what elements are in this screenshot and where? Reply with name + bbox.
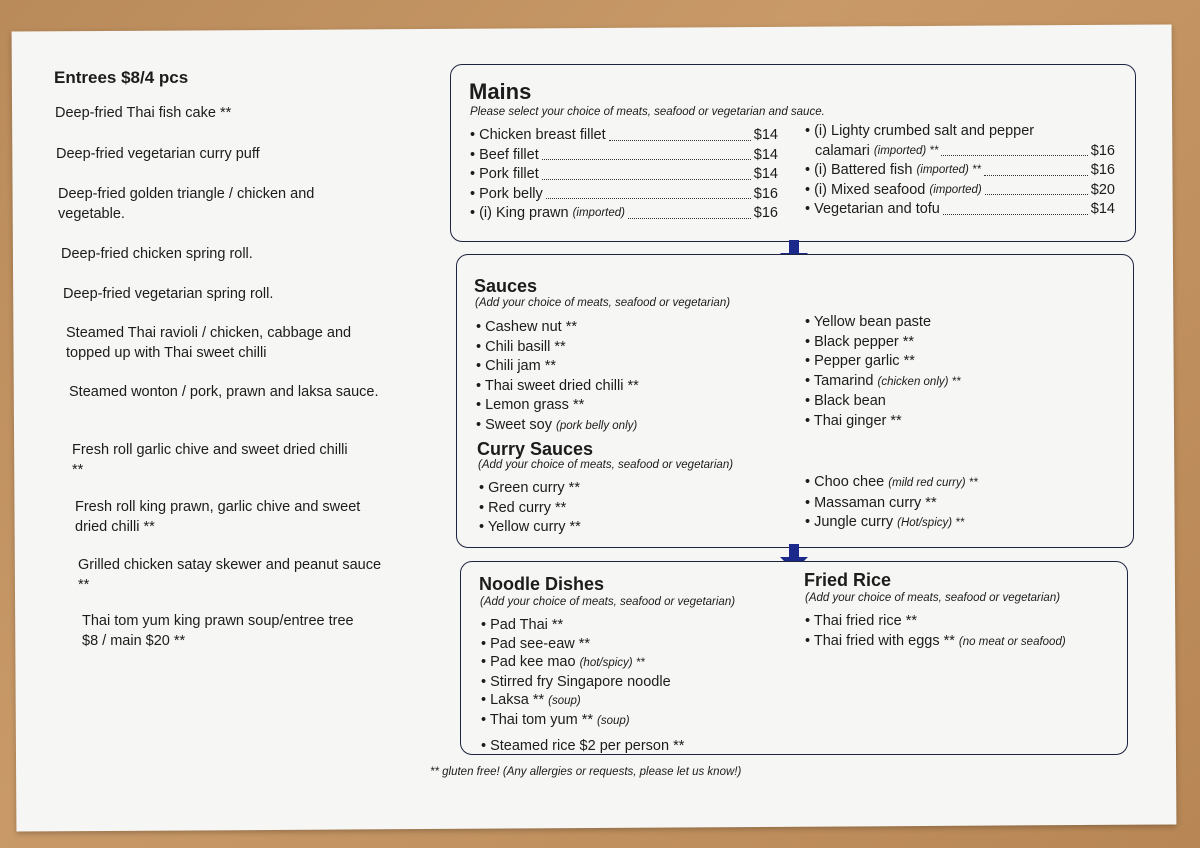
- fried-rice-list: [805, 612, 1066, 652]
- steamed-rice-item: • Steamed rice $2 per person **: [481, 737, 685, 754]
- fried-rice-item: • Thai fried rice **: [805, 613, 917, 629]
- sauce-item: • Tamarind (chicken only) **: [805, 372, 961, 389]
- sauces-right-list: [805, 313, 961, 432]
- mains-box: [450, 64, 1136, 242]
- curry-right-list: [805, 473, 978, 534]
- noodle-item: • Laksa ** (soup): [481, 692, 581, 709]
- entree-item: Steamed Thai ravioli / chicken, cabbage and topped up with Thai sweet chilli: [66, 325, 352, 361]
- noodle-item: • Pad kee mao (hot/spicy) **: [481, 654, 645, 671]
- menu-item: • (i) King prawn (imported) $16: [470, 205, 778, 222]
- sauce-item: • Pepper garlic **: [805, 353, 915, 370]
- entree-item: Grilled chicken satay skewer and peanut sauce **: [78, 557, 382, 593]
- entree-item: Deep-fried golden triangle / chicken and vegetable.: [58, 186, 315, 222]
- noodle-item: • Stirred fry Singapore noodle: [481, 673, 671, 690]
- sauce-item: • Black bean: [805, 393, 886, 410]
- menu-item: • (i) Mixed seafood (imported) $20: [805, 181, 1115, 198]
- fried-rice-item: • Thai fried with eggs ** (no meat or seafood): [805, 632, 1066, 649]
- noodles-list: [481, 616, 684, 755]
- menu-item: • (i) Battered fish (imported) ** $16: [805, 162, 1115, 179]
- menu-item: • Chicken breast fillet $14: [470, 127, 778, 143]
- curry-item: • Yellow curry **: [479, 519, 581, 536]
- noodle-item: • Thai tom yum ** (soup): [481, 711, 630, 728]
- entrees-title: Entrees $8/4 pcs: [54, 68, 189, 87]
- sauce-item: • Thai sweet dried chilli **: [476, 377, 639, 394]
- entree-item: Deep-fried vegetarian spring roll.: [63, 286, 274, 302]
- sauce-item: • Cashew nut **: [476, 319, 577, 335]
- mains-subtitle: Please select your choice of meats, seafood or vegetarian and sauce.: [470, 106, 825, 118]
- curry-item: • Choo chee (mild red curry) **: [805, 474, 978, 490]
- mains-left-list: [470, 126, 778, 224]
- fried-rice-title: Fried Rice: [804, 570, 892, 590]
- curry-item: • Massaman curry **: [805, 494, 937, 511]
- sauce-item: • Sweet soy (pork belly only): [476, 416, 638, 433]
- entree-item: Deep-fried vegetarian curry puff: [56, 146, 260, 162]
- curry-item: • Jungle curry (Hot/spicy) **: [805, 514, 965, 531]
- curry-left-list: [479, 479, 581, 538]
- sauce-item: • Chili jam **: [476, 358, 557, 375]
- noodle-item: • Pad see-eaw **: [481, 635, 591, 652]
- sauces-subtitle: (Add your choice of meats, seafood or vegetarian): [475, 297, 731, 309]
- sauce-item: • Chili basill **: [476, 338, 566, 355]
- entree-item: Fresh roll garlic chive and sweet dried chilli **: [72, 442, 348, 478]
- noodle-item: • Pad Thai **: [481, 617, 564, 633]
- curry-title: Curry Sauces: [477, 439, 594, 459]
- menu-item: • (i) Lighty crumbed salt and pepper: [805, 123, 1035, 139]
- entree-item: Deep-fried chicken spring roll.: [61, 246, 253, 262]
- entree-item: Steamed wonton / pork, prawn and laksa sauce.: [69, 384, 379, 400]
- sauce-item: • Black pepper **: [805, 333, 915, 350]
- curry-subtitle: (Add your choice of meats, seafood or vegetarian): [478, 459, 734, 471]
- noodles-subtitle: (Add your choice of meats, seafood or vegetarian): [480, 596, 736, 608]
- fried-rice-subtitle: (Add your choice of meats, seafood or vegetarian): [805, 592, 1061, 604]
- curry-item: • Red curry **: [479, 499, 567, 516]
- menu-item: calamari (imported) ** $16: [815, 142, 1115, 159]
- gluten-free-note: ** gluten free! (Any allergies or requests, please let us know!): [430, 766, 742, 778]
- curry-item: • Green curry **: [479, 480, 580, 496]
- entree-item: Thai tom yum king prawn soup/entree tree $8 / main $20 **: [82, 613, 354, 649]
- noodle-rice-box: [460, 561, 1128, 755]
- sauces-box: [456, 254, 1134, 548]
- sauce-item: • Lemon grass **: [476, 397, 585, 414]
- sauces-title: Sauces: [474, 276, 538, 296]
- menu-item: • Beef fillet $14: [470, 146, 778, 163]
- sauce-item: • Yellow bean paste: [805, 314, 932, 330]
- mains-title: Mains: [469, 79, 532, 104]
- noodles-title: Noodle Dishes: [479, 574, 605, 594]
- sauces-left-list: [476, 318, 639, 437]
- entree-item: Deep-fried Thai fish cake **: [55, 105, 232, 121]
- sauce-item: • Thai ginger **: [805, 412, 902, 429]
- menu-item: • Vegetarian and tofu $14: [805, 201, 1115, 218]
- menu-item: • Pork fillet $14: [470, 166, 778, 183]
- menu-item: • Pork belly $16: [470, 185, 778, 202]
- mains-right-list: [805, 122, 1115, 220]
- entree-item: Fresh roll king prawn, garlic chive and sweet dried chilli **: [75, 499, 361, 535]
